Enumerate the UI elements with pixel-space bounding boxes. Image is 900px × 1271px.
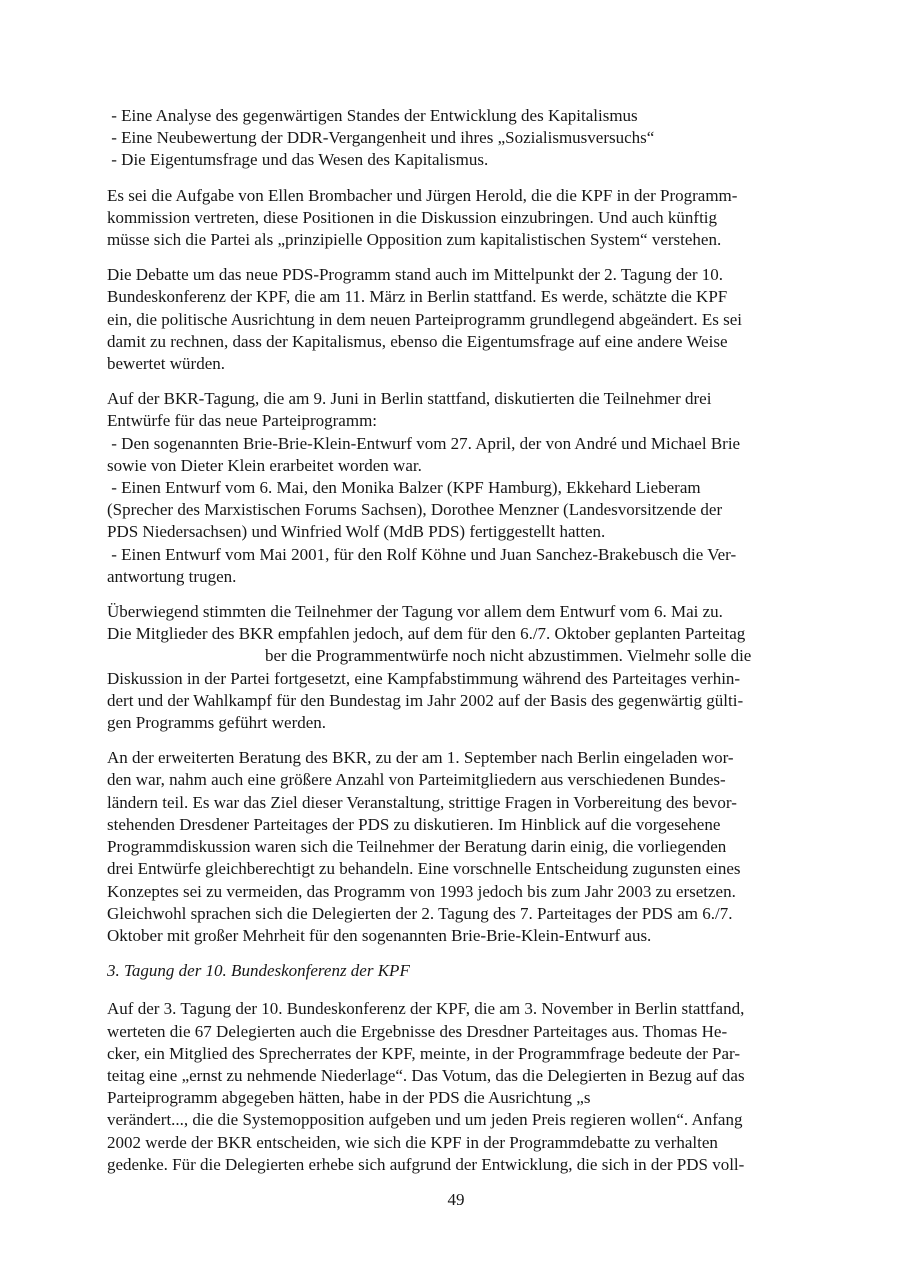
text-line: Diskussion in der Partei fortgesetzt, eine Kampfabstimmung während des Parteitages verhin-	[107, 668, 741, 688]
text-line: bewertet würden.	[107, 354, 226, 374]
text-line: Gleichwohl sprachen sich die Delegierten der 2. Tagung des 7. Parteitages der PDS am 6./7.	[107, 903, 733, 923]
text-line: gedenke. Für die Delegierten erhebe sich aufgrund der Entwicklung, die sich in der PDS voll-	[107, 1154, 745, 1174]
document-blocks	[107, 105, 805, 1176]
text-line: ländern teil. Es war das Ziel dieser Veranstaltung, strittige Fragen in Vorbereitung des bevor-	[107, 792, 737, 812]
text-line: teitag eine „ernst zu nehmende Niederlage“. Das Votum, das die Delegierten in Bezug auf das	[107, 1065, 745, 1085]
text-line: sowie von Dieter Klein erarbeitet worden war.	[107, 455, 422, 475]
text-line: - Einen Entwurf vom 6. Mai, den Monika Balzer (KPF Hamburg), Ekkehard Lieberam	[107, 478, 701, 498]
text-line: - Eine Analyse des gegenwärtigen Standes der Entwicklung des Kapitalismus	[107, 106, 638, 125]
text-line: cker, ein Mitglied des Sprecherrates der KPF, meinte, in der Programmfrage bedeute der Par-	[107, 1043, 741, 1063]
text-line: Auf der BKR-Tagung, die am 9. Juni in Berlin stattfand, diskutierten die Teilnehmer drei	[107, 389, 712, 409]
text-line: An der erweiterten Beratung des BKR, zu der am 1. September nach Berlin eingeladen wor-	[107, 748, 734, 768]
text-line: dert und der Wahlkampf für den Bundestag im Jahr 2002 auf der Basis des gegenwärtig gülti-	[107, 690, 744, 710]
text-line: ein, die politische Ausrichtung in dem neuen Parteiprogramm grundlegend abgeändert. Es sei	[107, 309, 742, 329]
text-line: Die Debatte um das neue PDS-Programm stand auch im Mittelpunkt der 2. Tagung der 10.	[107, 265, 724, 285]
text-line: Es sei die Aufgabe von Ellen Brombacher und Jürgen Herold, die die KPF in der Programm-	[107, 185, 738, 205]
text-line: verändert..., die die Systemopposition aufgeben und um jeden Preis regieren wollen“. Anfang	[107, 1110, 743, 1130]
text-line: kommission vertreten, diese Positionen in die Diskussion einzubringen. Und auch künftig	[107, 207, 718, 227]
text-line: Parteiprogramm abgegeben hätten, habe in der PDS die Ausrichtung „s	[107, 1088, 591, 1108]
paragraph	[107, 747, 805, 947]
text-line: Programmdiskussion waren sich die Teilnehmer der Beratung darin einig, die vorliegenden	[107, 837, 727, 857]
paragraph	[107, 601, 805, 734]
paragraph	[107, 998, 805, 1176]
text-line: 2002 werde der BKR entscheiden, wie sich die KPF in der Programmdebatte zu verhalten	[107, 1132, 718, 1152]
text-line: antwortung trugen.	[107, 566, 237, 586]
text-line: drei Entwürfe gleichberechtigt zu behandeln. Eine vorschnelle Entscheidung zugunsten eines	[107, 859, 741, 879]
text-line: ber die Programmentwürfe noch nicht abzustimmen. Vielmehr solle die	[265, 646, 752, 666]
text-line: - Eine Neubewertung der DDR-Vergangenheit und ihres „Sozialismusversuchs“	[107, 128, 655, 148]
text-line: stehenden Dresdener Parteitages der PDS zu diskutieren. Im Hinblick auf die vorgesehene	[107, 814, 721, 834]
paragraph	[107, 264, 805, 375]
text-line: damit zu rechnen, dass der Kapitalismus, ebenso die Eigentumsfrage auf eine andere Weise	[107, 331, 728, 351]
paragraph	[107, 185, 805, 252]
text-line: Überwiegend stimmten die Teilnehmer der Tagung vor allem dem Entwurf vom 6. Mai zu.	[107, 602, 723, 622]
text-line: Auf der 3. Tagung der 10. Bundeskonferenz der KPF, die am 3. November in Berlin stattfand,	[107, 999, 745, 1019]
text-line: Konzeptes sei zu vermeiden, das Programm von 1993 jedoch bis zum Jahr 2003 zu ersetzen.	[107, 881, 736, 901]
text-line: Die Mitglieder des BKR empfahlen jedoch, auf dem für den 6./7. Oktober geplanten Parteitag	[107, 624, 746, 644]
text-line: Bundeskonferenz der KPF, die am 11. März in Berlin stattfand. Es werde, schätzte die KPF	[107, 287, 728, 307]
text-line: - Den sogenannten Brie-Brie-Klein-Entwurf vom 27. April, der von André und Michael Brie	[107, 433, 741, 453]
text-line: Oktober mit großer Mehrheit für den sogenannten Brie-Brie-Klein-Entwurf aus.	[107, 925, 652, 945]
text-line: den war, nahm auch eine größere Anzahl von Parteimitgliedern aus verschiedenen Bundes-	[107, 770, 726, 790]
page-number: 49	[447, 1189, 465, 1209]
text-line: (Sprecher des Marxistischen Forums Sachsen), Dorothee Menzner (Landesvorsitzende der	[107, 500, 723, 520]
text-line: - Die Eigentumsfrage und das Wesen des Kapitalismus.	[107, 150, 489, 170]
bullet-list	[107, 105, 805, 172]
text-line: werteten die 67 Delegierten auch die Ergebnisse des Dresdner Parteitages aus. Thomas He-	[107, 1021, 728, 1041]
text-line: - Einen Entwurf vom Mai 2001, für den Rolf Köhne und Juan Sanchez-Brakebusch die Ver-	[107, 544, 737, 564]
text-line: PDS Niedersachsen) und Winfried Wolf (MdB PDS) fertiggestellt hatten.	[107, 522, 606, 542]
text-line: gen Programms geführt werden.	[107, 713, 327, 733]
text-line: müsse sich die Partei als „prinzipielle Opposition zum kapitalistischen System“ verstehen.	[107, 230, 722, 250]
section-heading: 3. Tagung der 10. Bundeskonferenz der KPF	[107, 961, 410, 981]
text-line: Entwürfe für das neue Parteiprogramm:	[107, 411, 378, 431]
paragraph	[107, 388, 805, 588]
